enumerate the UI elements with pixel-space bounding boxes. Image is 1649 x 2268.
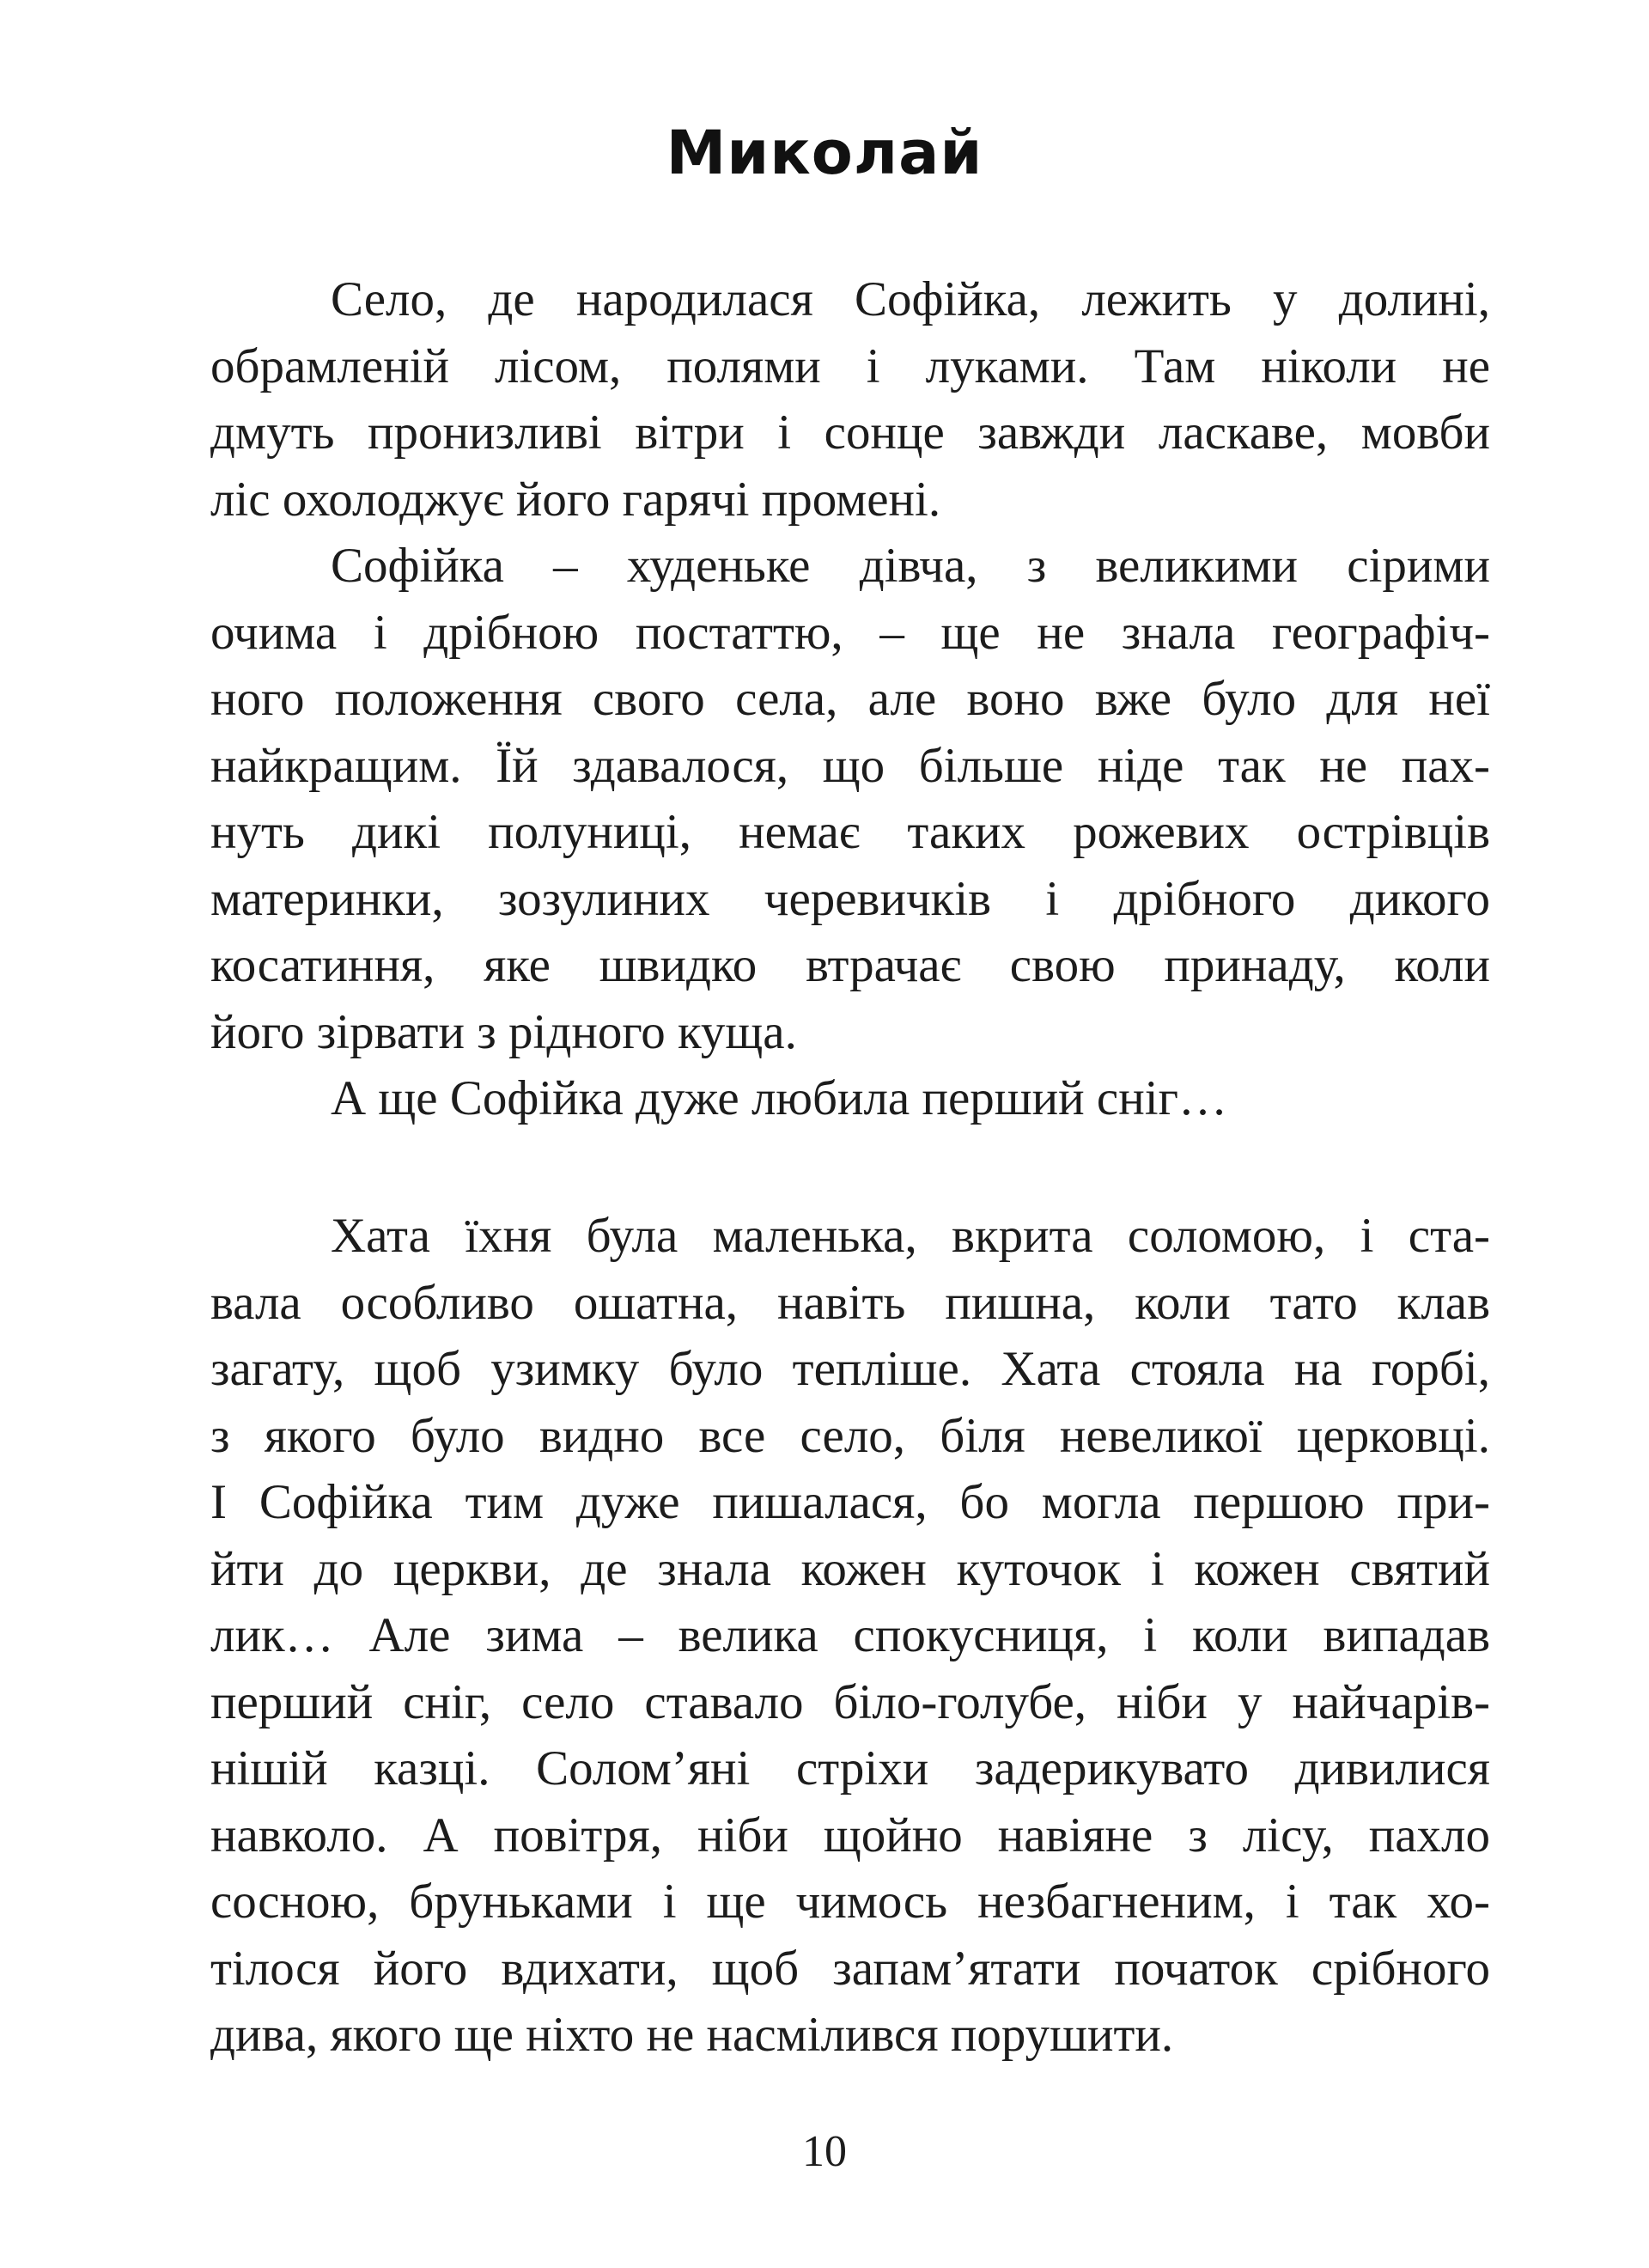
text-line: ліс охолоджує його гарячі промені.: [210, 472, 941, 527]
text-line: косатиння, яке швидко втрачає свою принаду, коли: [210, 938, 1490, 992]
text-line: тілося його вдихати, щоб запам’ятати початок срібного: [210, 1941, 1490, 1996]
text-line: ного положення свого села, але воно вже було для неї: [210, 672, 1490, 726]
text-line: Хата їхня була маленька, вкрита соломою, і ста-: [331, 1209, 1490, 1263]
text-line: дмуть пронизливі вітри і сонце завжди ласкаве, мовби: [210, 405, 1490, 460]
text-line: перший сніг, село ставало біло-голубе, ніби у найчарів-: [210, 1674, 1490, 1729]
text-line: Село, де народилася Софійка, лежить у долині,: [331, 272, 1490, 326]
text-section-2: [210, 1203, 1490, 2069]
text-section-1: [210, 266, 1490, 1132]
text-line: загату, щоб узимку було тепліше. Хата стояла на горбі,: [210, 1342, 1490, 1396]
text-line: з якого було видно все село, біля невеликої церковці.: [210, 1408, 1490, 1463]
text-line: вала особливо ошатна, навіть пишна, коли тато клав: [210, 1275, 1490, 1330]
text-line: навколо. А повітря, ніби щойно навіяне з лісу, пахло: [210, 1808, 1490, 1863]
text-line: нуть дикі полуниці, немає таких рожевих острівців: [210, 805, 1490, 859]
chapter-title: Миколай: [666, 118, 983, 188]
text-line: дива, якого ще ніхто не насмілився порушити.: [210, 2008, 1174, 2062]
text-line: обрамленій лісом, полями і луками. Там ніколи не: [210, 338, 1490, 393]
text-line: його зірвати з рідного куща.: [210, 1004, 797, 1059]
page-number: 10: [802, 2127, 847, 2176]
text-line: очима і дрібною постаттю, – ще не знала географіч-: [210, 605, 1490, 660]
text-line: І Софійка тим дуже пишалася, бо могла першою при-: [210, 1475, 1490, 1529]
text-line: материнки, зозулиних черевичків і дрібного дикого: [210, 871, 1490, 926]
text-line: лик… Але зима – велика спокусниця, і коли випадав: [210, 1608, 1490, 1662]
text-line: йти до церкви, де знала кожен куточок і кожен святий: [210, 1541, 1490, 1596]
text-line: найкращим. Їй здавалося, що більше ніде так не пах-: [210, 738, 1490, 793]
text-line: нішій казці. Солом’яні стріхи задерикувато дивилися: [210, 1741, 1490, 1796]
text-line: А ще Софійка дуже любила перший сніг…: [331, 1071, 1227, 1125]
text-line: сосною, бруньками і ще чимось незбагненим, і так хо-: [210, 1875, 1490, 1929]
text-line: Софійка – худеньке дівча, з великими сірими: [331, 539, 1490, 593]
